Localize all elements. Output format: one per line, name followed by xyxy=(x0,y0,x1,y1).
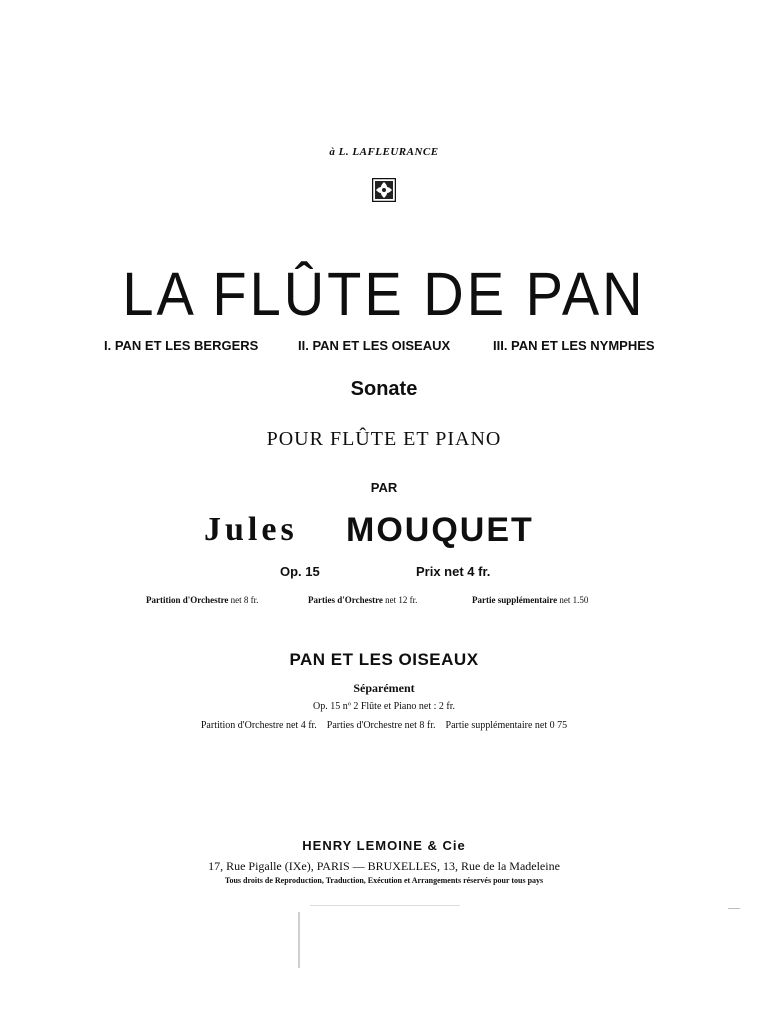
publisher-name: HENRY LEMOINE & Cie xyxy=(302,838,466,853)
orchestra-price-item: Partition d'Orchestre net 8 fr. xyxy=(146,595,259,605)
price: Prix net 4 fr. xyxy=(416,564,491,579)
subtitle: Sonate xyxy=(350,378,418,400)
by-label: PAR xyxy=(370,480,398,495)
scan-mark xyxy=(728,908,740,909)
scan-mark xyxy=(310,905,460,906)
orchestra-price-item: Partie supplémentaire net 1.50 xyxy=(472,595,589,605)
dedication: à L. LAFLEURANCE xyxy=(329,146,439,158)
separately-label: Séparément xyxy=(353,681,415,695)
orchestra-prices xyxy=(0,595,768,609)
opus-row xyxy=(0,564,768,582)
composer-first-name: Jules xyxy=(204,511,298,548)
section-title: PAN ET LES OISEAUX xyxy=(289,650,479,669)
composer-name xyxy=(0,511,768,553)
publisher-address: 17, Rue Pigalle (IXe), PARIS — BRUXELLES, 13, Rue de la Madeleine xyxy=(208,859,560,873)
orchestra-price-item: Parties d'Orchestre net 12 fr. xyxy=(308,595,418,605)
page-title: LA FLÛTE DE PAN xyxy=(122,258,646,329)
rights-notice: Tous droits de Reproduction, Traduction, Exécution et Arrangements réservés pour tous pays xyxy=(224,876,544,885)
movements-list xyxy=(0,338,768,358)
opus-number: Op. 15 xyxy=(280,564,320,579)
section-opus-line: Op. 15 nº 2 Flûte et Piano net : 2 fr. xyxy=(313,701,455,712)
movement-2: II. PAN ET LES OISEAUX xyxy=(298,338,451,353)
floral-ornament-icon xyxy=(372,178,396,202)
movement-3: III. PAN ET LES NYMPHES xyxy=(493,338,655,353)
section-prices-line: Partition d'Orchestre net 4 fr. Parties d'Orchestre net 8 fr. Partie supplémentaire net 0 75 xyxy=(200,720,568,731)
movement-1: I. PAN ET LES BERGERS xyxy=(104,338,259,353)
scan-mark xyxy=(298,912,300,968)
instrumentation: POUR FLÛTE ET PIANO xyxy=(266,428,502,450)
composer-last-name: MOUQUET xyxy=(346,511,534,549)
